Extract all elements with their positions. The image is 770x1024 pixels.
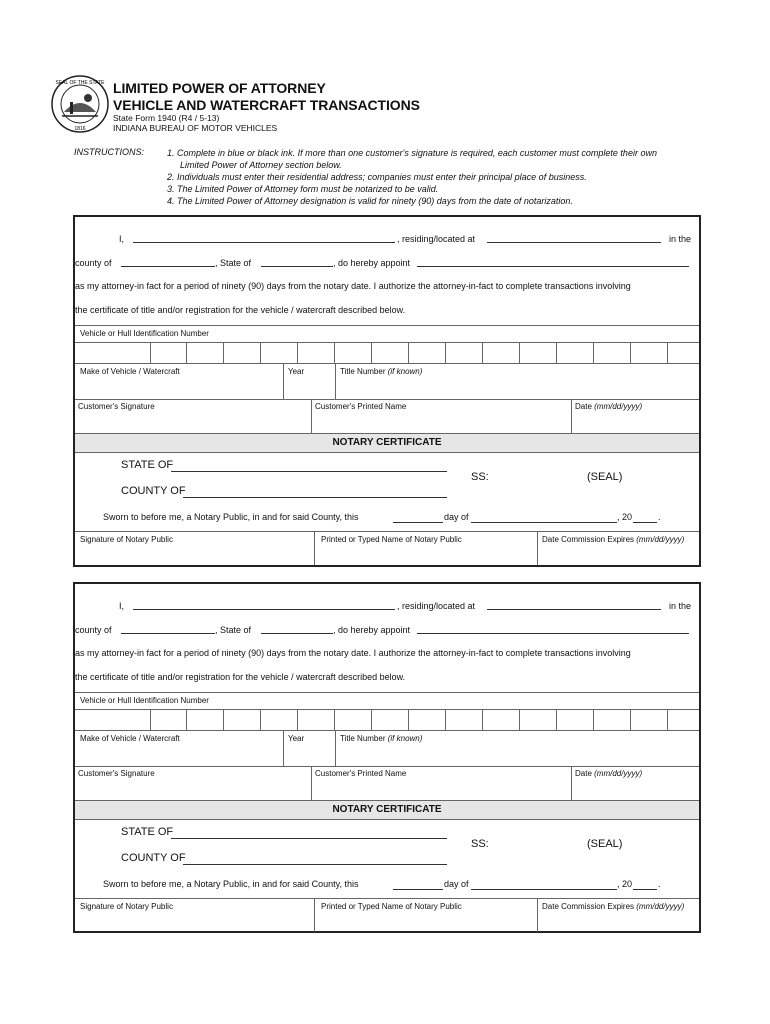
- vin-character-box[interactable]: [260, 343, 297, 363]
- sworn-period: .: [658, 879, 661, 889]
- form-title-line1: LIMITED POWER OF ATTORNEY: [113, 80, 326, 96]
- vin-character-box[interactable]: [150, 710, 187, 730]
- vin-character-box[interactable]: [334, 710, 371, 730]
- sworn-period: .: [658, 512, 661, 522]
- poa-section-1: [73, 215, 701, 567]
- customer-signature-label: Customer's Signature: [78, 769, 155, 778]
- principal-name-field[interactable]: [133, 242, 395, 243]
- date-text: Date: [575, 769, 592, 778]
- date-text: Date: [575, 402, 592, 411]
- customer-name-label: Customer's Printed Name: [315, 402, 407, 411]
- vin-character-box[interactable]: [150, 343, 187, 363]
- state-field[interactable]: [261, 266, 333, 267]
- commission-label: [542, 902, 684, 911]
- state-field[interactable]: [261, 633, 333, 634]
- vin-character-box[interactable]: [371, 710, 408, 730]
- seal-label: (SEAL): [587, 471, 623, 483]
- notary-certificate-heading: NOTARY CERTIFICATE: [75, 800, 699, 820]
- i-label: I,: [119, 234, 125, 244]
- notary-state-field[interactable]: [171, 471, 447, 472]
- vin-character-box[interactable]: [260, 710, 297, 730]
- make-label: Make of Vehicle / Watercraft: [80, 367, 180, 376]
- notary-state-field[interactable]: [171, 838, 447, 839]
- authority-text: as my attorney-in fact for a period of ninety (90) days from the notary date. I authorize the attorney-in-fact to complete transactions involving: [75, 648, 631, 658]
- vin-character-box[interactable]: [223, 343, 260, 363]
- title-number-text: Title Number: [340, 367, 386, 376]
- year-label: Year: [288, 734, 305, 743]
- vin-character-box[interactable]: [519, 710, 556, 730]
- instructions-list: [167, 147, 727, 207]
- sworn-day-field[interactable]: [393, 889, 443, 890]
- vin-character-box[interactable]: [408, 710, 445, 730]
- vin-character-box[interactable]: [667, 710, 704, 730]
- notary-signature-label: Signature of Notary Public: [80, 535, 173, 544]
- appoint-label: , do hereby appoint: [333, 625, 411, 635]
- county-field[interactable]: [121, 266, 215, 267]
- seal-label: (SEAL): [587, 838, 623, 850]
- commission-format-text: (mm/dd/yyyy): [636, 535, 685, 544]
- title-number-label: [340, 734, 422, 743]
- county-of-label: COUNTY OF: [121, 852, 186, 864]
- customer-name-label: Customer's Printed Name: [315, 769, 407, 778]
- if-known-text: (if known): [387, 367, 423, 376]
- authority-text-cont: the certificate of title and/or registration for the vehicle / watercraft described below.: [75, 672, 406, 682]
- vin-character-box[interactable]: [482, 343, 519, 363]
- county-of-label: county of: [75, 625, 112, 635]
- agency-name: INDIANA BUREAU OF MOTOR VEHICLES: [113, 123, 278, 133]
- in-the-label: in the: [669, 601, 692, 611]
- sworn-year-field[interactable]: [633, 522, 657, 523]
- notary-signature-label: Signature of Notary Public: [80, 902, 173, 911]
- vin-label: Vehicle or Hull Identification Number: [80, 329, 209, 338]
- make-label: Make of Vehicle / Watercraft: [80, 734, 180, 743]
- attorney-name-field[interactable]: [417, 633, 689, 634]
- vin-character-box[interactable]: [630, 710, 667, 730]
- address-field[interactable]: [487, 609, 661, 610]
- sworn-text: Sworn to before me, a Notary Public, in and for said County, this: [103, 879, 359, 889]
- vin-character-box[interactable]: [223, 710, 260, 730]
- state-of-label: STATE OF: [121, 826, 174, 838]
- notary-county-field[interactable]: [183, 497, 447, 498]
- authority-text-cont: the certificate of title and/or registration for the vehicle / watercraft described below.: [75, 305, 406, 315]
- twenty-label: , 20: [617, 512, 633, 522]
- commission-label: [542, 535, 684, 544]
- vin-character-box[interactable]: [334, 343, 371, 363]
- vin-character-box[interactable]: [297, 710, 334, 730]
- notary-certificate-heading: NOTARY CERTIFICATE: [75, 433, 699, 453]
- svg-text:SEAL OF THE STATE: SEAL OF THE STATE: [55, 80, 105, 86]
- sworn-month-field[interactable]: [471, 522, 617, 523]
- instruction-item: 4. The Limited Power of Attorney designation is valid for ninety (90) days from the date of notarization.: [167, 196, 573, 206]
- commission-format-text: (mm/dd/yyyy): [636, 902, 685, 911]
- vin-boxes[interactable]: [75, 709, 699, 731]
- poa-section-2: [73, 582, 701, 933]
- vin-character-box[interactable]: [371, 343, 408, 363]
- svg-text:1816: 1816: [74, 126, 86, 132]
- state-of-label: , State of: [215, 258, 252, 268]
- year-label: Year: [288, 367, 305, 376]
- principal-name-field[interactable]: [133, 609, 395, 610]
- day-of-label: day of: [444, 879, 469, 889]
- notary-name-label: Printed or Typed Name of Notary Public: [321, 902, 462, 911]
- if-known-text: (if known): [387, 734, 423, 743]
- sworn-year-field[interactable]: [633, 889, 657, 890]
- ss-label: SS:: [471, 471, 489, 483]
- county-of-label: COUNTY OF: [121, 485, 186, 497]
- vin-character-box[interactable]: [408, 343, 445, 363]
- instruction-item: 3. The Limited Power of Attorney form must be notarized to be valid.: [167, 184, 439, 194]
- instruction-item: 1. Complete in blue or black ink. If more than one customer's signature is required, each customer must complete their own: [167, 148, 657, 158]
- vin-boxes[interactable]: [75, 342, 699, 364]
- residing-label: , residing/located at: [397, 601, 476, 611]
- state-of-label: , State of: [215, 625, 252, 635]
- notary-county-field[interactable]: [183, 864, 447, 865]
- notary-name-label: Printed or Typed Name of Notary Public: [321, 535, 462, 544]
- vin-character-box[interactable]: [445, 343, 482, 363]
- state-seal-icon: [50, 74, 110, 134]
- date-label: [575, 402, 642, 411]
- state-of-label: STATE OF: [121, 459, 174, 471]
- date-format-text: (mm/dd/yyyy): [594, 402, 643, 411]
- sworn-text: Sworn to before me, a Notary Public, in and for said County, this: [103, 512, 359, 522]
- date-label: [575, 769, 642, 778]
- title-number-label: [340, 367, 422, 376]
- vin-character-box[interactable]: [593, 343, 630, 363]
- residing-label: , residing/located at: [397, 234, 476, 244]
- vin-character-box[interactable]: [556, 710, 593, 730]
- sworn-day-field[interactable]: [393, 522, 443, 523]
- vin-character-box[interactable]: [667, 343, 704, 363]
- authority-text: as my attorney-in fact for a period of ninety (90) days from the notary date. I authorize the attorney-in-fact to complete transactions involving: [75, 281, 631, 291]
- day-of-label: day of: [444, 512, 469, 522]
- attorney-name-field[interactable]: [417, 266, 689, 267]
- vin-character-box[interactable]: [630, 343, 667, 363]
- appoint-label: , do hereby appoint: [333, 258, 411, 268]
- form-title-line2: VEHICLE AND WATERCRAFT TRANSACTIONS: [113, 97, 420, 113]
- commission-text: Date Commission Expires: [542, 535, 635, 544]
- vin-label: Vehicle or Hull Identification Number: [80, 696, 209, 705]
- address-field[interactable]: [487, 242, 661, 243]
- twenty-label: , 20: [617, 879, 633, 889]
- customer-signature-label: Customer's Signature: [78, 402, 155, 411]
- vin-character-box[interactable]: [186, 710, 223, 730]
- instruction-item: Limited Power of Attorney section below.: [180, 160, 342, 170]
- form-number: State Form 1940 (R4 / 5-13): [113, 113, 220, 123]
- commission-text: Date Commission Expires: [542, 902, 635, 911]
- vin-character-box[interactable]: [186, 343, 223, 363]
- vin-character-box[interactable]: [445, 710, 482, 730]
- date-format-text: (mm/dd/yyyy): [594, 769, 643, 778]
- vin-character-box[interactable]: [556, 343, 593, 363]
- title-number-text: Title Number: [340, 734, 386, 743]
- instructions-label: INSTRUCTIONS:: [74, 147, 145, 157]
- i-label: I,: [119, 601, 125, 611]
- sworn-month-field[interactable]: [471, 889, 617, 890]
- vin-character-box[interactable]: [519, 343, 556, 363]
- in-the-label: in the: [669, 234, 692, 244]
- vin-character-box[interactable]: [482, 710, 519, 730]
- county-of-label: county of: [75, 258, 112, 268]
- county-field[interactable]: [121, 633, 215, 634]
- ss-label: SS:: [471, 838, 489, 850]
- instruction-item: 2. Individuals must enter their residential address; companies must enter their principal place of business.: [167, 172, 587, 182]
- vin-character-box[interactable]: [297, 343, 334, 363]
- vin-character-box[interactable]: [593, 710, 630, 730]
